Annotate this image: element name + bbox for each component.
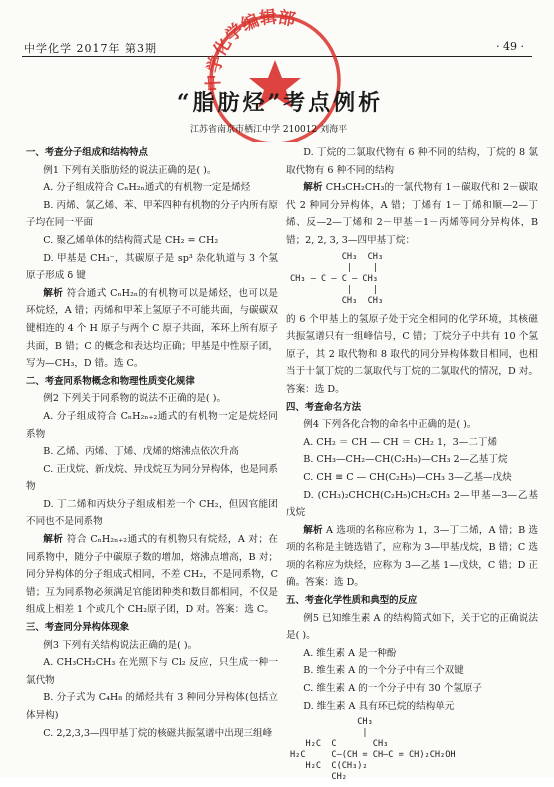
right-column — [286, 144, 538, 787]
body-paragraph: B. 乙烯、丙烯、丁烯、戊烯的熔沸点依次升高 — [43, 446, 239, 458]
body-paragraph: A. CH₃CH₂CH₃ 在光照下与 Cl₂ 反应，只生成一种一氯代物 — [26, 657, 278, 686]
page-number: · 49 · — [496, 40, 524, 53]
explanation-paragraph — [26, 531, 278, 619]
structure-row: H₂C C—(CH = CH—C = CH)₂CH₂OH — [290, 750, 456, 761]
explanation-label: 解析 — [303, 524, 323, 536]
right-bottom-text — [286, 399, 538, 716]
body-paragraph: A. 分子组成符合 CₙH₂ₙ₊₂通式的有机物一定是烷烃同系物 — [26, 410, 278, 440]
body-paragraph: D. 丁二烯和丙炔分子组成相差一个 CH₂，但因官能团不同也不是同系物 — [26, 498, 278, 528]
body-paragraph: B. 维生素 A 的一个分子中有三个双键 — [303, 665, 464, 677]
section-heading: 五、考查化学性质和典型的反应 — [286, 595, 418, 607]
structure-row: CH₃ CH₃ — [290, 295, 384, 306]
article-author: 江苏省南京市栖江中学 210012 刘海平 — [190, 125, 348, 135]
section-heading: 二、考查同系物概念和物理性质变化规律 — [26, 375, 195, 387]
body-paragraph: C. 维生素 A 的一个分子中有 30 个氢原子 — [303, 683, 483, 695]
structure-row: CH₃ CH₃ — [290, 251, 384, 262]
body-paragraph: C. 聚乙烯单体的结构简式是 CH₂ = CH₂ — [43, 234, 219, 246]
explanation-label: 解析 — [43, 534, 64, 546]
body-paragraph: A. 分子组成符合 CₙH₂ₙ通式的有机物一定是烯烃 — [43, 182, 251, 194]
body-paragraph: A. 维生素 A 是一种酚 — [303, 647, 397, 659]
body-paragraph: B. 分子式为 C₄H₈ 的烯烃共有 3 种同分异构体(包括立体异构) — [26, 692, 278, 721]
left-column — [26, 144, 278, 742]
body-paragraph: D. 甲基是 CH₃⁻，其碳原子是 sp³ 杂化轨道与 3 个氢原子形成 δ 键 — [26, 252, 278, 282]
explanation-paragraph — [286, 179, 538, 249]
explanation-paragraph — [26, 285, 278, 373]
right-top-text — [286, 144, 538, 250]
body-paragraph: A. CH₂ ＝ CH — CH ＝ CH₂ 1，3—二丁烯 — [303, 436, 498, 448]
article-title: “脂肪烃”考点例析 — [176, 90, 384, 116]
body-paragraph: 例3 下列有关结构说法正确的是( )。 — [43, 639, 198, 651]
body-paragraph: D. 丁烷的二氯取代物有 6 种不同的结构，丁烷的 8 氯取代物有 6 种不同的结构 — [286, 147, 538, 176]
body-paragraph: 例1 下列有关脂肪烃的说法正确的是( )。 — [43, 164, 217, 176]
body-paragraph: B. 丙烯、氯乙烯、苯、甲苯四种有机物的分子内所有原子均在同一平面 — [26, 199, 278, 229]
explanation-text: A 选项的名称应称为 1，3—丁二烯，A 错；B 选项的名称是主链选错了，应称为 3—甲基戊烷，B 错；C 选项的名称应为炔烃，应称为 3—乙基 1—戊炔，C 错；D 正确。答案：选 D。 — [286, 524, 538, 589]
body-paragraph: D. 维生素 A 具有环已烷的结构单元 — [303, 700, 455, 712]
structure-tetramethylbutane — [290, 252, 538, 307]
explanation-paragraph — [286, 522, 538, 592]
body-paragraph: B. CH₃—CH₂—CH(C₂H₅)—CH₃ 2—乙基丁烷 — [303, 454, 508, 466]
structure-row: CH₃ — C — C — CH₃ — [290, 273, 378, 284]
explanation-text: 符合通式 CₙH₂ₙ的有机物可以是烯烃，也可以是环烷烃，A 错；丙烯和甲苯上氢原子不可能共面，与碳碳双键相连的 4 个 H 原子与两个 C 原子共面，苯环上所有原子共面，B 错；C 的概念和表达均正确；甲基是中性原子团，写为—CH₃，D 错。选 C。 — [26, 287, 279, 370]
editorial-stamp — [200, 2, 350, 142]
body-paragraph: 例2 下列关于同系物的说法不正确的是( )。 — [43, 393, 227, 405]
explanation-continued: 的 6 个甲基上的氢原子处于完全相同的化学环境，其核磁共振氢谱只有一组峰信号，C 错；丁烷分子中共有 10 个氢原子，其 2 取代物和 8 取代的同分异构体数目相同，也相当于十氯丁烷的二氯取代与丁烷的二氯取代的情况，D 对。答案：选 D。 — [286, 313, 538, 395]
body-paragraph: C. 正戊烷、新戊烷、异戊烷互为同分异构体，也是同系物 — [26, 463, 278, 493]
explanation-label: 解析 — [303, 182, 323, 194]
body-paragraph: D. (CH₃)₂CHCH(C₂H₅)CH₂CH₃ 2—甲基—3—乙基戊烷 — [286, 489, 538, 519]
structure-vitamin-a — [290, 717, 538, 783]
structure-row: H₂C C CH₃ — [290, 739, 389, 750]
section-heading: 一、考查分子组成和结构特点 — [26, 147, 148, 158]
section-heading: 四、考查命名方法 — [286, 401, 362, 413]
structure-row: | | — [290, 284, 378, 295]
section-heading: 三、考查同分异构体现象 — [26, 622, 130, 634]
explanation-text: 符合 CₙH₂ₙ₊₂通式的有机物只有烷烃，A 对；在同系物中，随分子中碳原子数的增加，熔沸点增高，B 对；同分异构体的分子组成式相同，不差 CH₂，不是同系物，C 错；互为同系物必须满足官能团种类和数目都相同，不仅是组成上相差 1 个或几个 CH₂原子团，D 对。答案：选 C。 — [26, 534, 278, 616]
body-paragraph: C. CH ≡ C — CH(C₂H₅)—CH₃ 3—乙基—戊炔 — [303, 471, 512, 483]
body-paragraph: 例5 已知维生素 A 的结构简式如下，关于它的正确说法是( )。 — [286, 612, 538, 642]
explanation-label: 解析 — [43, 287, 64, 299]
structure-row: H₂C C(CH₃)₂ — [290, 761, 368, 772]
body-paragraph: C. 2,2,3,3—四甲基丁烷的核磁共振氢谱中出现三组峰 — [43, 727, 273, 739]
explanation-text: CH₃CH₂CH₃的一氯代物有 1－碳取代和 2－碳取代 2 种同分异构体，A 错；丁烯有 1－丁烯和顺—2—丁烯、反—2—丁烯和 2－甲基－1－丙烯等同分异构体，B 错；2, 2, 3, 3—四甲基丁烷： — [286, 182, 539, 246]
stamp-text: 中学化学编辑部 — [203, 7, 297, 92]
body-paragraph: 例4 下列各化合物的命名中正确的是( )。 — [303, 419, 477, 431]
structure-row: | | — [290, 262, 378, 273]
journal-header: 中学化学 2017年 第3期 — [24, 42, 157, 55]
structure-row: CH₃ — [290, 717, 373, 728]
structure-row: CH₂ — [290, 772, 347, 783]
structure-row: | — [290, 728, 368, 739]
